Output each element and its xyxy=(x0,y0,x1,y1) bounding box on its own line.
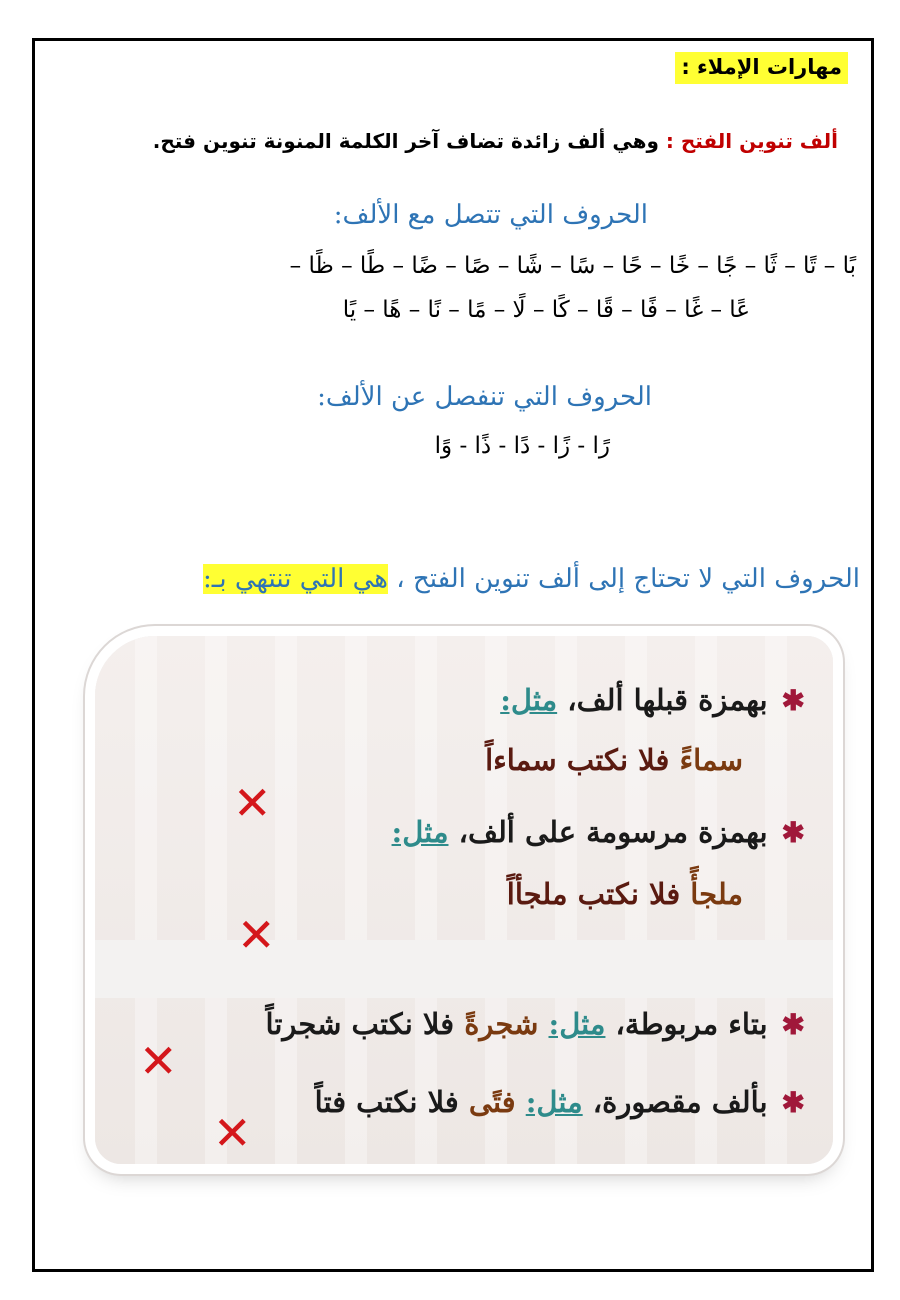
rule-4-example-correct: فتًى xyxy=(468,1085,526,1119)
bullet-icon: ✱ xyxy=(781,1086,805,1119)
bullet-icon: ✱ xyxy=(781,684,805,717)
rule-2-example-correct: ملجأً xyxy=(690,877,743,911)
rule-1-example-wrong: فلا نكتب سماءاً xyxy=(485,743,680,777)
connected-letters-line1: بًا – تًا – ثًا – جًا – خًا – حًا – سًا – شًا – صًا – ضًا – طًا – ظًا – xyxy=(289,253,856,279)
bullet-icon: ✱ xyxy=(781,1008,805,1041)
separated-heading: الحروف التي تنفصل عن الألف: xyxy=(317,382,652,412)
rule-2-text: بهمزة مرسومة على ألف، xyxy=(448,815,768,849)
wrong-x-icon: ✕ xyxy=(213,1106,252,1160)
connected-letters-line2: عًا – غًا – فًا – قًا – كًا – لًا – مًا – نًا – هًا – يًا xyxy=(342,297,750,323)
definition-text: وهي ألف زائدة تضاف آخر الكلمة المنونة تنوين فتح. xyxy=(152,129,666,153)
separated-letters: رًا - زًا - دًا - ذًا - وًا xyxy=(434,433,610,459)
rule-2 xyxy=(392,812,805,853)
rule-3-text: بتاء مربوطة، xyxy=(605,1007,768,1041)
wrong-x-icon: ✕ xyxy=(139,1034,178,1088)
no-alif-highlight: هي التي تنتهي بـ: xyxy=(202,564,389,594)
rule-3 xyxy=(265,1004,805,1045)
bullet-icon: ✱ xyxy=(781,816,805,849)
wrong-x-icon: ✕ xyxy=(237,908,276,962)
definition-label: ألف تنوين الفتح : xyxy=(665,129,838,153)
rule-2-example-wrong: فلا نكتب ملجأاً xyxy=(506,877,691,911)
rule-2-example xyxy=(507,874,743,914)
rules-card xyxy=(95,636,833,1164)
no-alif-heading xyxy=(203,562,860,596)
rule-1-text: بهمزة قبلها ألف، xyxy=(557,683,768,717)
definition xyxy=(153,128,838,154)
rule-1-example xyxy=(485,740,743,780)
rule-1 xyxy=(500,680,805,721)
rule-4-text: بألف مقصورة، xyxy=(582,1085,768,1119)
rule-3-example-correct: شجرةً xyxy=(464,1007,549,1041)
rule-1-example-correct: سماءً xyxy=(679,743,743,777)
rule-2-mithal: مثل: xyxy=(391,815,449,849)
rule-4-mithal: مثل: xyxy=(525,1085,583,1119)
rule-4 xyxy=(315,1082,805,1123)
wrong-x-icon: ✕ xyxy=(233,776,272,830)
card-band xyxy=(95,940,833,998)
no-alif-text: الحروف التي لا تحتاج إلى ألف تنوين الفتح ، xyxy=(388,564,860,594)
rule-4-example-wrong: فلا نكتب فتاً xyxy=(314,1085,469,1119)
connected-heading: الحروف التي تتصل مع الألف: xyxy=(333,200,648,230)
rule-3-example-wrong: فلا نكتب شجرتاً xyxy=(265,1007,465,1041)
rule-1-mithal: مثل: xyxy=(500,683,558,717)
rule-3-mithal: مثل: xyxy=(548,1007,606,1041)
page-title: مهارات الإملاء : xyxy=(675,52,848,84)
